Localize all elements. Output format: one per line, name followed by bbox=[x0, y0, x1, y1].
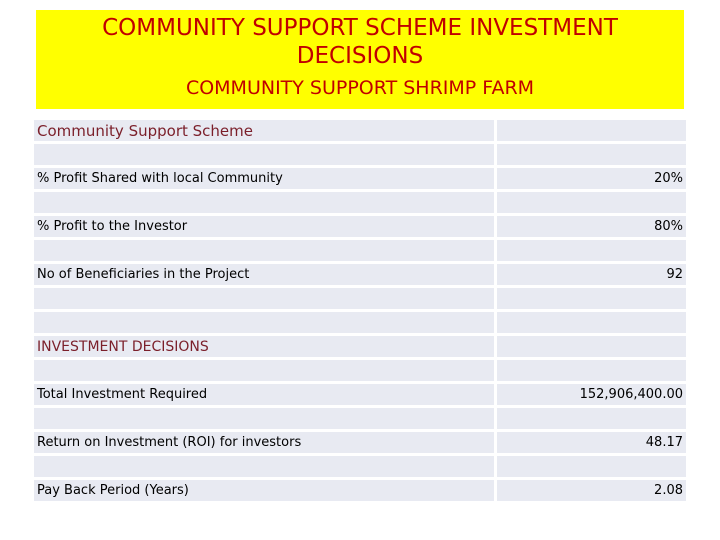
table-cell[interactable] bbox=[34, 144, 494, 165]
page-subtitle: COMMUNITY SUPPORT SHRIMP FARM bbox=[185, 77, 535, 99]
section-header-label[interactable]: INVESTMENT DECISIONS bbox=[34, 336, 494, 357]
table-cell[interactable] bbox=[497, 312, 686, 333]
table-cell[interactable] bbox=[34, 288, 494, 309]
row-value[interactable]: 20% bbox=[497, 168, 686, 189]
table-row bbox=[34, 360, 686, 381]
page-title: COMMUNITY SUPPORT SCHEME INVESTMENT DECISIONS bbox=[102, 15, 618, 69]
row-value[interactable]: 80% bbox=[497, 216, 686, 237]
table-row bbox=[34, 240, 686, 261]
table-cell[interactable] bbox=[34, 408, 494, 429]
table-row bbox=[34, 312, 686, 333]
table-row bbox=[34, 216, 686, 237]
table-row bbox=[34, 192, 686, 213]
title-banner bbox=[36, 10, 684, 109]
table-cell[interactable] bbox=[497, 120, 686, 141]
table-row bbox=[34, 144, 686, 165]
row-label[interactable]: % Profit Shared with local Community bbox=[34, 168, 494, 189]
table-cell[interactable] bbox=[34, 240, 494, 261]
table-cell[interactable] bbox=[34, 192, 494, 213]
row-value[interactable]: 152,906,400.00 bbox=[497, 384, 686, 405]
section-header-row bbox=[34, 336, 686, 357]
row-label[interactable]: Pay Back Period (Years) bbox=[34, 480, 494, 501]
table-cell[interactable] bbox=[497, 408, 686, 429]
table-cell[interactable] bbox=[497, 240, 686, 261]
table-cell[interactable] bbox=[497, 336, 686, 357]
row-value[interactable]: 48.17 bbox=[497, 432, 686, 453]
table-cell[interactable] bbox=[34, 312, 494, 333]
table-row bbox=[34, 384, 686, 405]
table-cell[interactable] bbox=[497, 288, 686, 309]
table-row bbox=[34, 432, 686, 453]
table-cell[interactable] bbox=[497, 192, 686, 213]
table-row bbox=[34, 456, 686, 477]
table-header-row bbox=[34, 120, 686, 141]
row-value[interactable]: 92 bbox=[497, 264, 686, 285]
table-cell[interactable] bbox=[34, 456, 494, 477]
table-header-label[interactable]: Community Support Scheme bbox=[34, 120, 494, 141]
table-row bbox=[34, 264, 686, 285]
table-cell[interactable] bbox=[497, 456, 686, 477]
spreadsheet-table bbox=[34, 120, 686, 504]
row-label[interactable]: No of Beneficiaries in the Project bbox=[34, 264, 494, 285]
table-row bbox=[34, 408, 686, 429]
row-label[interactable]: % Profit to the Investor bbox=[34, 216, 494, 237]
row-label[interactable]: Total Investment Required bbox=[34, 384, 494, 405]
table-cell[interactable] bbox=[497, 360, 686, 381]
table-row bbox=[34, 480, 686, 501]
row-value[interactable]: 2.08 bbox=[497, 480, 686, 501]
table-cell[interactable] bbox=[497, 144, 686, 165]
table-row bbox=[34, 288, 686, 309]
table-row bbox=[34, 168, 686, 189]
row-label[interactable]: Return on Investment (ROI) for investors bbox=[34, 432, 494, 453]
table-cell[interactable] bbox=[34, 360, 494, 381]
